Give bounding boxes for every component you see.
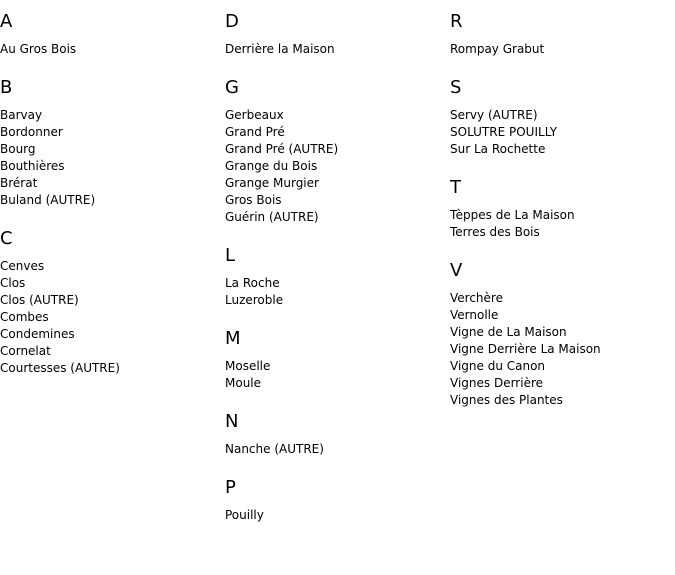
letter-group (450, 11, 675, 58)
list-item[interactable]: Combes (0, 310, 49, 324)
list-item[interactable]: Guérin (AUTRE) (225, 210, 319, 224)
list-item[interactable]: Courtesses (AUTRE) (0, 361, 120, 375)
letter-heading: D (225, 11, 239, 32)
list-item[interactable]: Brérat (0, 176, 38, 190)
list-item[interactable]: Barvay (0, 108, 43, 122)
list-item[interactable]: Grand Pré (AUTRE) (225, 142, 339, 156)
list-item[interactable]: Condemines (0, 327, 75, 341)
letter-heading: P (225, 477, 236, 498)
list-item[interactable]: Sur La Rochette (450, 142, 546, 156)
entry-list (450, 41, 675, 58)
index-column (225, 0, 450, 543)
letter-heading: T (450, 177, 461, 198)
letter-group (225, 11, 450, 58)
list-item[interactable]: Cenves (0, 259, 45, 273)
letter-heading: M (225, 328, 241, 349)
letter-group (450, 177, 675, 241)
entry-list (225, 507, 450, 524)
list-item[interactable]: Gros Bois (225, 193, 282, 207)
list-item[interactable]: Vernolle (450, 308, 499, 322)
list-item[interactable]: Bouthières (0, 159, 65, 173)
letter-heading: L (225, 245, 236, 266)
letter-group (225, 77, 450, 226)
list-item[interactable]: Clos (0, 276, 26, 290)
list-item[interactable]: Buland (AUTRE) (0, 193, 96, 207)
list-item[interactable]: Grange Murgier (225, 176, 319, 190)
letter-group (225, 328, 450, 392)
letter-heading: B (0, 77, 13, 98)
list-item[interactable]: Bourg (0, 142, 36, 156)
entry-list (225, 275, 450, 309)
letter-group (450, 77, 675, 158)
letter-heading: V (450, 260, 463, 281)
list-item[interactable]: Pouilly (225, 508, 264, 522)
list-item[interactable]: Grand Pré (225, 125, 285, 139)
list-item[interactable]: Vignes des Plantes (450, 393, 563, 407)
entry-list (450, 107, 675, 158)
list-item[interactable]: Tèppes de La Maison (450, 208, 575, 222)
letter-group (225, 411, 450, 458)
letter-group (0, 11, 225, 58)
letter-heading: A (0, 11, 13, 32)
entry-list (225, 358, 450, 392)
list-item[interactable]: Vigne du Canon (450, 359, 546, 373)
list-item[interactable]: Nanche (AUTRE) (225, 442, 324, 456)
list-item[interactable]: Grange du Bois (225, 159, 318, 173)
entry-list (225, 107, 450, 226)
list-item[interactable]: SOLUTRE POUILLY (450, 125, 558, 139)
entry-list (0, 107, 225, 209)
letter-group (0, 228, 225, 377)
list-item[interactable]: Derrière la Maison (225, 42, 335, 56)
list-item[interactable]: Cornelat (0, 344, 51, 358)
list-item[interactable]: Vignes Derrière (450, 376, 543, 390)
entry-list (0, 258, 225, 377)
letter-group (225, 245, 450, 309)
list-item[interactable]: Clos (AUTRE) (0, 293, 79, 307)
list-item[interactable]: Terres des Bois (450, 225, 540, 239)
list-item[interactable]: La Roche (225, 276, 280, 290)
letter-heading: N (225, 411, 239, 432)
list-item[interactable]: Luzeroble (225, 293, 284, 307)
entry-list (0, 41, 225, 58)
letter-heading: C (0, 228, 13, 249)
list-item[interactable]: Verchère (450, 291, 503, 305)
list-item[interactable]: Rompay Grabut (450, 42, 545, 56)
letter-heading: G (225, 77, 239, 98)
letter-group (0, 77, 225, 209)
entry-list (450, 207, 675, 241)
entry-list (450, 290, 675, 409)
list-item[interactable]: Gerbeaux (225, 108, 284, 122)
list-item[interactable]: Moselle (225, 359, 271, 373)
list-item[interactable]: Bordonner (0, 125, 63, 139)
list-item[interactable]: Vigne Derrière La Maison (450, 342, 601, 356)
list-item[interactable]: Vigne de La Maison (450, 325, 567, 339)
letter-group (225, 477, 450, 524)
letter-group (450, 260, 675, 409)
index-column (450, 0, 675, 428)
letter-heading: R (450, 11, 463, 32)
entry-list (225, 41, 450, 58)
list-item[interactable]: Moule (225, 376, 262, 390)
list-item[interactable]: Au Gros Bois (0, 42, 77, 56)
letter-heading: S (450, 77, 462, 98)
list-item[interactable]: Servy (AUTRE) (450, 108, 538, 122)
index-column (0, 0, 225, 396)
entry-list (225, 441, 450, 458)
